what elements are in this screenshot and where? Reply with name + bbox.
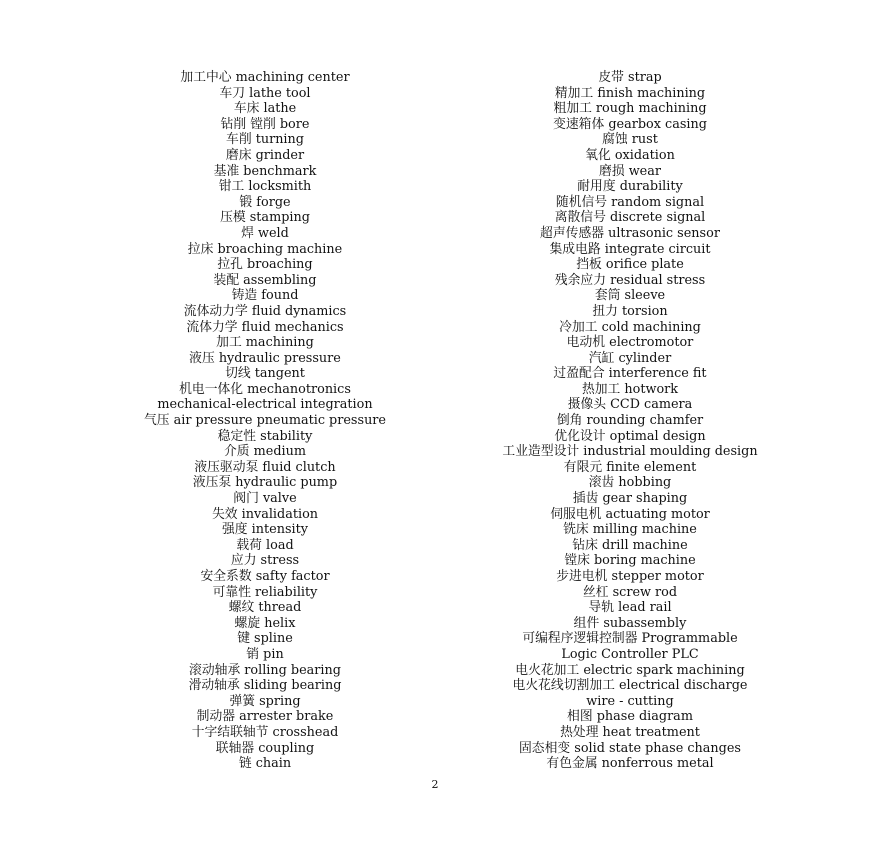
- glossary-entry: 焊 weld: [241, 225, 289, 241]
- glossary-entry: 残余应力 residual stress: [554, 272, 706, 288]
- glossary-entry: 压模 stamping: [220, 210, 310, 226]
- glossary-entry: 阀门 valve: [233, 491, 297, 507]
- glossary-entry: 锻 forge: [239, 194, 291, 210]
- glossary-entry: 固态相变 solid state phase changes: [519, 740, 741, 756]
- glossary-entry: 制动器 arrester brake: [196, 709, 334, 725]
- glossary-entry: 铣床 milling machine: [563, 522, 697, 538]
- glossary-entry: 液压泵 hydraulic pump: [192, 475, 338, 491]
- glossary-entry: 钻削 镗削 bore: [220, 116, 310, 132]
- glossary-entry: 联轴器 coupling: [215, 740, 315, 756]
- glossary-entry: Logic Controller PLC: [561, 646, 699, 662]
- glossary-entry: 基准 benchmark: [213, 163, 317, 179]
- glossary-entry: 可靠性 reliability: [212, 584, 318, 600]
- glossary-entry: 车刀 lathe tool: [219, 85, 311, 101]
- glossary-entry: 切线 tangent: [225, 366, 305, 382]
- glossary-entry: 组件 subassembly: [573, 615, 687, 631]
- glossary-entry: 滑动轴承 sliding bearing: [188, 678, 342, 694]
- glossary-entry: 电火花线切割加工 electrical discharge: [512, 678, 748, 694]
- glossary-entry: 滚齿 hobbing: [588, 475, 672, 491]
- glossary-entry: 汽缸 cylinder: [588, 350, 672, 366]
- glossary-entry: 变速箱体 gearbox casing: [553, 116, 707, 132]
- glossary-entry: 电火花加工 electric spark machining: [515, 662, 745, 678]
- glossary-entry: 工业造型设计 industrial moulding design: [502, 444, 758, 460]
- glossary-entry: 磨床 grinder: [225, 147, 305, 163]
- glossary-entry: 随机信号 random signal: [555, 194, 705, 210]
- glossary-entry: 强度 intensity: [222, 522, 308, 538]
- glossary-entry: 安全系数 safty factor: [200, 569, 330, 584]
- glossary-entry: 腐蚀 rust: [602, 132, 658, 148]
- glossary-entry: 套筒 sleeve: [594, 288, 666, 304]
- glossary-entry: 加工中心 machining center: [180, 70, 350, 85]
- glossary-entry: 铸造 found: [231, 288, 299, 304]
- glossary-entry: 扭力 torsion: [592, 303, 668, 319]
- glossary-entry: 丝杠 screw rod: [582, 584, 678, 600]
- glossary-entry: 车削 turning: [226, 132, 304, 148]
- glossary-entry: 钻床 drill machine: [572, 537, 688, 553]
- glossary-entry: 车床 lathe: [233, 101, 297, 117]
- glossary-entry: 镗床 boring machine: [564, 553, 696, 569]
- glossary-entry: 超声传感器 ultrasonic sensor: [540, 225, 720, 241]
- glossary-entry: 机电一体化 mechanotronics: [179, 381, 351, 397]
- glossary-entry: 热处理 heat treatment: [560, 724, 700, 740]
- glossary-entry: 螺旋 helix: [234, 615, 296, 631]
- glossary-entry: 皮带 strap: [598, 70, 662, 85]
- glossary-entry: 氧化 oxidation: [585, 147, 675, 163]
- glossary-entry: 载荷 load: [236, 537, 294, 553]
- glossary-entry: 过盈配合 interference fit: [553, 366, 707, 382]
- glossary-entry: mechanical-electrical integration: [157, 397, 373, 413]
- glossary-entry: 离散信号 discrete signal: [554, 210, 706, 226]
- glossary-entry: 有限元 finite element: [563, 459, 697, 475]
- glossary-entry: 相图 phase diagram: [567, 709, 693, 725]
- glossary-entry: 流体动力学 fluid dynamics: [183, 303, 347, 319]
- glossary-entry: 电动机 electromotor: [566, 335, 694, 351]
- glossary-entry: 伺服电机 actuating motor: [550, 506, 710, 522]
- glossary-entry: 磨损 wear: [599, 163, 661, 179]
- page-number: 2: [431, 778, 439, 791]
- glossary-entry: 链 chain: [238, 756, 292, 772]
- glossary-entry: 拉床 broaching machine: [187, 241, 343, 257]
- glossary-entry: 挡板 orifice plate: [576, 257, 684, 273]
- glossary-entry: 倒角 rounding chamfer: [556, 413, 704, 429]
- glossary-entry: 拉孔 broaching: [217, 257, 313, 273]
- glossary-entry: 步进电机 stepper motor: [556, 569, 704, 584]
- glossary-entry: 滚动轴承 rolling bearing: [189, 662, 341, 678]
- glossary-entry: 精加工 finish machining: [554, 85, 706, 101]
- glossary-entry: 冷加工 cold machining: [559, 319, 701, 335]
- glossary-entry: 螺纹 thread: [228, 600, 302, 616]
- glossary-entry: 有色金属 nonferrous metal: [546, 756, 714, 772]
- glossary-entry: 稳定性 stability: [217, 428, 313, 444]
- glossary-entry: 键 spline: [237, 631, 293, 647]
- glossary-entry: 加工 machining: [216, 335, 314, 351]
- glossary-entry: 液压驱动泵 fluid clutch: [194, 459, 336, 475]
- glossary-entry: 集成电路 integrate circuit: [549, 241, 711, 257]
- glossary-entry: 液压 hydraulic pressure: [189, 350, 341, 366]
- glossary-entry: 可编程序逻辑控制器 Programmable: [522, 631, 738, 647]
- glossary-entry: 耐用度 durability: [577, 179, 683, 195]
- glossary-left-column: [55, 70, 475, 772]
- glossary-entry: wire - cutting: [586, 693, 674, 709]
- glossary-entry: 导轨 lead rail: [588, 600, 672, 616]
- glossary-entry: 气压 air pressure pneumatic pressure: [143, 413, 387, 429]
- glossary-entry: 介质 medium: [223, 444, 307, 460]
- glossary-entry: 钳工 locksmith: [218, 179, 312, 195]
- glossary-entry: 弹簧 spring: [229, 693, 301, 709]
- glossary-entry: 优化设计 optimal design: [554, 428, 706, 444]
- glossary-entry: 插齿 gear shaping: [572, 491, 688, 507]
- glossary-entry: 摄像头 CCD camera: [567, 397, 693, 413]
- glossary-entry: 销 pin: [246, 646, 284, 662]
- glossary-right-column: [420, 70, 840, 772]
- glossary-entry: 应力 stress: [230, 553, 300, 569]
- glossary-entry: 流体力学 fluid mechanics: [186, 319, 344, 335]
- glossary-entry: 装配 assembling: [213, 272, 317, 288]
- glossary-entry: 粗加工 rough machining: [553, 101, 707, 117]
- glossary-entry: 热加工 hotwork: [581, 381, 679, 397]
- glossary-entry: 失效 invalidation: [211, 506, 319, 522]
- glossary-entry: 十字结联轴节 crosshead: [191, 724, 339, 740]
